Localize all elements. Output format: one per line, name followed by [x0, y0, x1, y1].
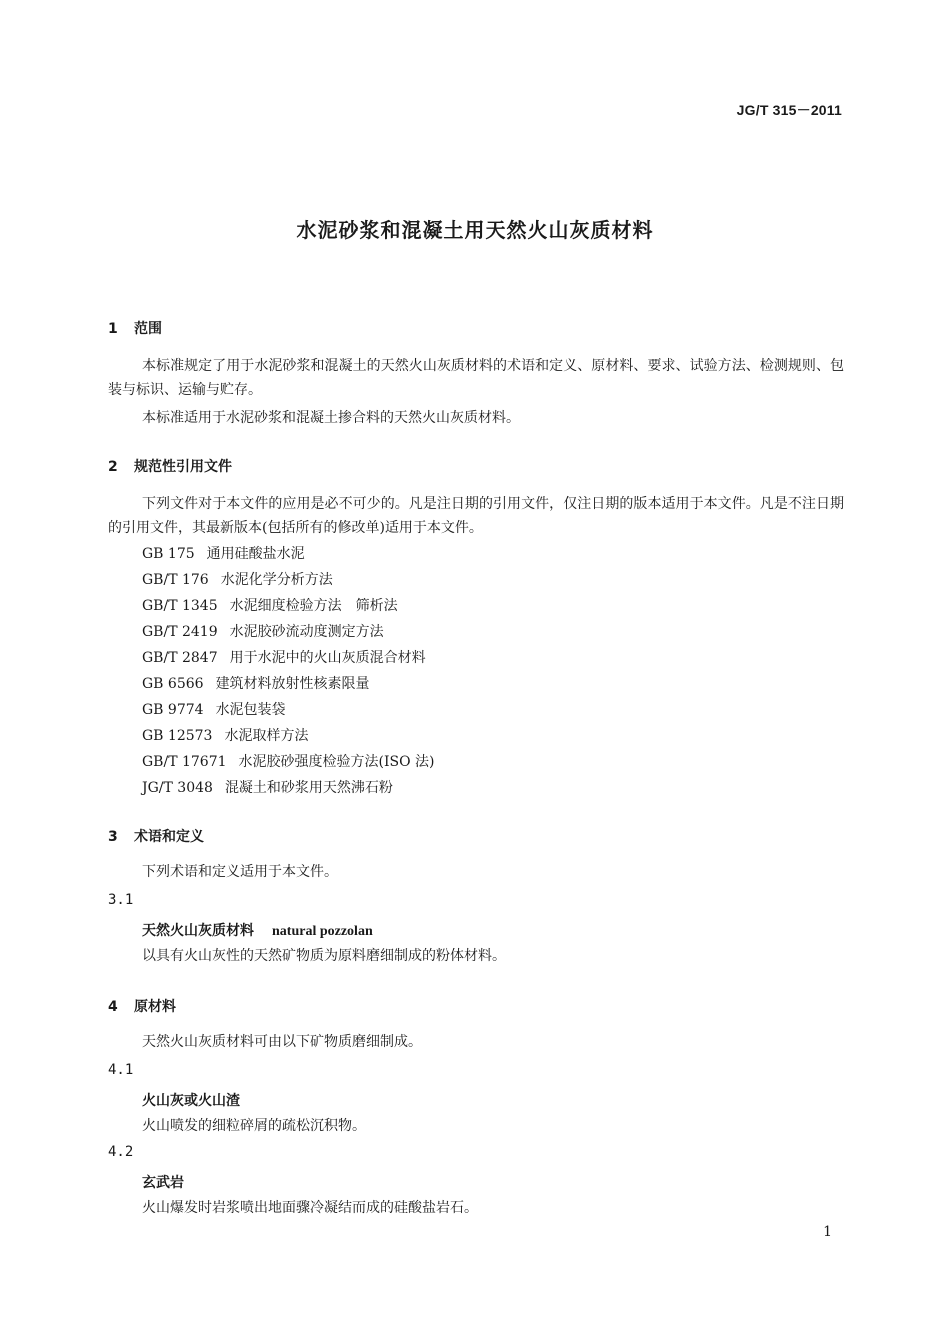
section-3-paragraph-1: 下列术语和定义适用于本文件。 — [142, 864, 338, 880]
subclause-number: 4.1 — [108, 1062, 134, 1078]
term-entry: 玄武岩 — [142, 1175, 184, 1191]
reference-item — [142, 648, 426, 668]
section-1-paragraph-1: 本标准规定了用于水泥砂浆和混凝土的天然火山灰质材料的术语和定义、原材料、要求、试验方法、检测规则、包装与标识、运输与贮存。 — [108, 358, 844, 398]
term-entry — [142, 920, 373, 940]
subclause-number: 3.1 — [108, 892, 134, 908]
section-3-heading — [108, 826, 204, 846]
term-entry: 火山灰或火山渣 — [142, 1093, 240, 1109]
section-title: 原材料 — [134, 999, 176, 1015]
reference-title: 用于水泥中的火山灰质混合材料 — [229, 650, 426, 666]
reference-code: GB/T 2847 — [142, 650, 218, 666]
reference-title: 水泥胶砂强度检验方法(ISO 法) — [238, 754, 435, 770]
reference-title: 建筑材料放射性核素限量 — [215, 676, 370, 692]
reference-item — [142, 674, 370, 694]
reference-item — [142, 570, 333, 590]
reference-code: GB 175 — [142, 546, 195, 562]
reference-item — [142, 544, 305, 564]
reference-item — [142, 778, 393, 798]
section-title: 规范性引用文件 — [134, 459, 232, 475]
term-chinese: 天然火山灰质材料 — [142, 923, 254, 939]
section-title: 范围 — [134, 321, 162, 337]
section-1-heading — [108, 318, 162, 338]
section-2-heading — [108, 456, 232, 476]
reference-code: GB/T 2419 — [142, 624, 218, 640]
reference-title: 混凝土和砂浆用天然沸石粉 — [224, 780, 393, 796]
section-number: 3 — [108, 829, 118, 845]
reference-title: 通用硅酸盐水泥 — [206, 546, 305, 562]
page-number: 1 — [823, 1224, 832, 1240]
reference-item — [142, 700, 286, 720]
document-title: 水泥砂浆和混凝土用天然火山灰质材料 — [296, 218, 654, 242]
reference-item — [142, 622, 384, 642]
reference-code: GB 9774 — [142, 702, 204, 718]
reference-title: 水泥取样方法 — [224, 728, 309, 744]
reference-code: GB/T 1345 — [142, 598, 218, 614]
section-1-paragraph-2: 本标准适用于水泥砂浆和混凝土掺合料的天然火山灰质材料。 — [142, 410, 520, 426]
reference-item — [142, 752, 435, 772]
reference-title: 水泥化学分析方法 — [220, 572, 333, 588]
section-title: 术语和定义 — [134, 829, 204, 845]
section-4-paragraph-1: 天然火山灰质材料可由以下矿物质磨细制成。 — [142, 1034, 422, 1050]
section-number: 4 — [108, 999, 118, 1015]
reference-code: JG/T 3048 — [142, 780, 213, 796]
section-number: 2 — [108, 459, 118, 475]
reference-title: 水泥包装袋 — [215, 702, 286, 718]
term-english: natural pozzolan — [272, 924, 373, 939]
term-definition: 火山喷发的细粒碎屑的疏松沉积物。 — [142, 1118, 366, 1134]
reference-item — [142, 726, 308, 746]
section-4-heading — [108, 996, 176, 1016]
subclause-number: 4.2 — [108, 1144, 134, 1160]
reference-code: GB/T 176 — [142, 572, 209, 588]
term-definition: 火山爆发时岩浆喷出地面骤冷凝结而成的硅酸盐岩石。 — [142, 1200, 478, 1216]
reference-title: 水泥胶砂流动度测定方法 — [229, 624, 384, 640]
reference-code: GB 6566 — [142, 676, 204, 692]
reference-item — [142, 596, 398, 616]
reference-code: GB/T 17671 — [142, 754, 227, 770]
standard-code: JG/T 315－2011 — [736, 102, 842, 118]
reference-title: 水泥细度检验方法 筛析法 — [229, 598, 398, 614]
term-definition: 以具有火山灰性的天然矿物质为原料磨细制成的粉体材料。 — [142, 948, 506, 964]
section-number: 1 — [108, 321, 118, 337]
section-2-paragraph-1: 下列文件对于本文件的应用是必不可少的。凡是注日期的引用文件，仅注日期的版本适用于本文件。凡是不注日期的引用文件，其最新版本(包括所有的修改单)适用于本文件。 — [108, 496, 844, 536]
reference-code: GB 12573 — [142, 728, 213, 744]
